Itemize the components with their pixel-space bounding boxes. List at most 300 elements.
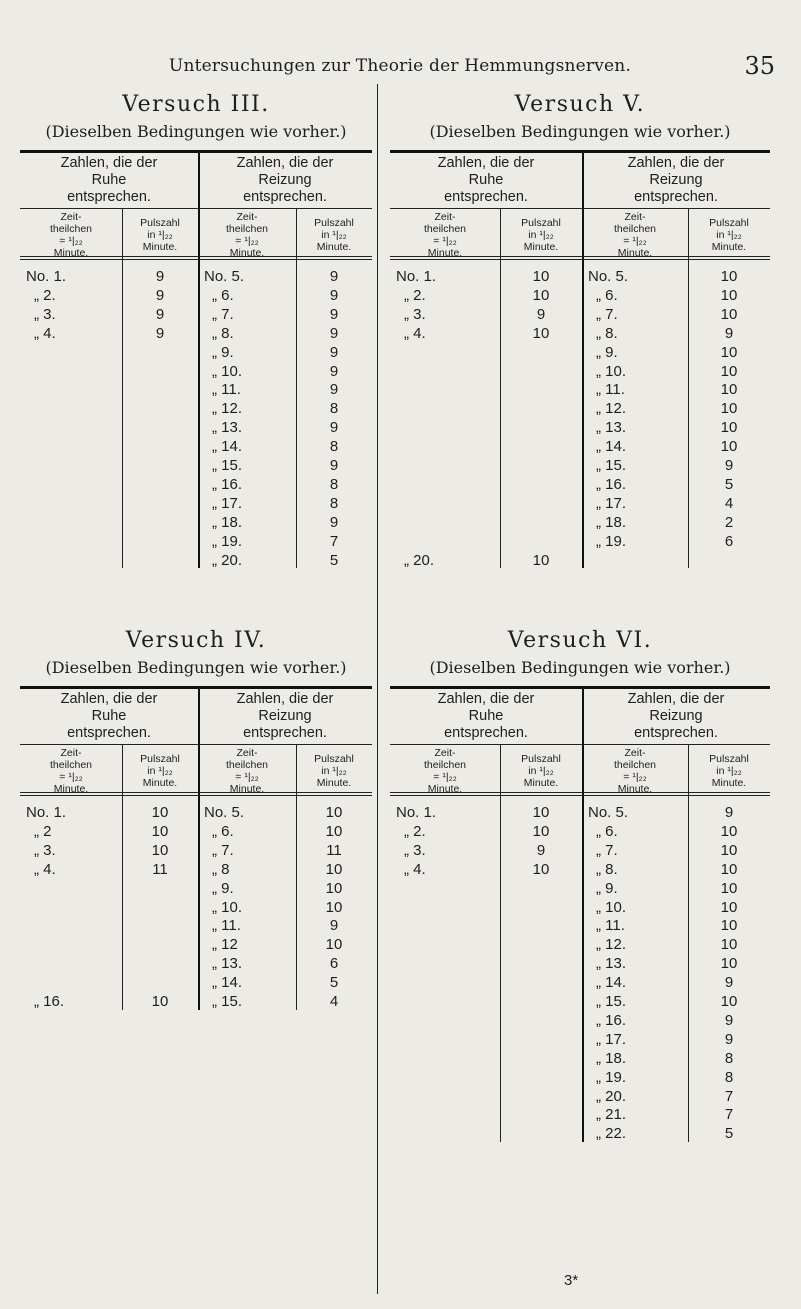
table-row xyxy=(390,268,770,287)
time-segment-label: „ 12 xyxy=(212,936,238,954)
pulse-count: 9 xyxy=(536,305,546,323)
pulse-count: 10 xyxy=(720,362,738,380)
table-row xyxy=(20,861,372,880)
pulse-count: 10 xyxy=(720,822,738,840)
table-row xyxy=(390,993,770,1012)
pulse-count: 9 xyxy=(329,917,339,935)
data-table xyxy=(20,686,372,1010)
table-subheader-rule-2 xyxy=(20,795,372,796)
table-row xyxy=(390,1125,770,1144)
pulse-count: 9 xyxy=(155,286,165,304)
column-header-line: Pulszahl xyxy=(709,753,749,765)
group-header-line: entsprechen. xyxy=(634,189,718,205)
column-header-line: = ¹|₂₂ xyxy=(235,235,259,247)
pulse-count: 5 xyxy=(329,551,339,569)
time-segment-label: „ 9. xyxy=(596,879,618,897)
table-row xyxy=(20,936,372,955)
pulse-count: 9 xyxy=(329,286,339,304)
table-row xyxy=(20,495,372,514)
table-top-rule xyxy=(20,150,372,153)
pulse-count: 10 xyxy=(720,419,738,437)
group-header-line: Ruhe xyxy=(91,708,127,724)
time-segment-label: „ 10. xyxy=(212,898,243,916)
pulse-count: 10 xyxy=(532,324,550,342)
column-header-line: Zeit- xyxy=(434,211,456,223)
column-header-line: Minute. xyxy=(316,241,352,253)
time-segment-label: No. 5. xyxy=(588,804,629,821)
column-header-puls xyxy=(500,753,582,789)
table-row xyxy=(20,842,372,861)
time-segment-label: „ 14. xyxy=(596,974,627,992)
table-row xyxy=(390,1050,770,1069)
group-header-line: Reizung xyxy=(649,708,703,724)
column-header-line: = ¹|₂₂ xyxy=(623,771,647,783)
column-header-line: Minute. xyxy=(523,777,559,789)
table-row xyxy=(390,514,770,533)
pulse-count: 10 xyxy=(151,841,169,859)
pulse-count: 10 xyxy=(325,879,343,897)
pulse-count: 10 xyxy=(325,822,343,840)
pulse-count: 7 xyxy=(724,1106,734,1124)
table-row xyxy=(20,400,372,419)
group-header-ruhe xyxy=(20,155,198,206)
table-row xyxy=(390,1069,770,1088)
group-header-line: Zahlen, die der xyxy=(236,155,334,171)
column-header-line: Minute. xyxy=(53,783,89,795)
pulse-count: 9 xyxy=(724,804,734,821)
column-header-line: Zeit- xyxy=(60,747,82,759)
table-row xyxy=(390,344,770,363)
table-row xyxy=(20,438,372,457)
table-row xyxy=(20,306,372,325)
experiment-block xyxy=(390,92,770,569)
time-segment-label: „ 13. xyxy=(212,419,243,437)
column-header-zeit xyxy=(20,211,122,259)
pulse-count: 10 xyxy=(720,936,738,954)
pulse-count: 9 xyxy=(329,381,339,399)
time-segment-label: „ 7. xyxy=(212,841,234,859)
table-row xyxy=(20,804,372,823)
time-segment-label: „ 18. xyxy=(596,513,627,531)
signature-mark: 3* xyxy=(564,1272,579,1289)
column-header-line: theilchen xyxy=(49,759,93,771)
time-segment-label: No. 5. xyxy=(588,268,629,285)
table-row xyxy=(20,381,372,400)
time-segment-label: „ 2 xyxy=(34,822,52,840)
experiment-subtitle: (Dieselben Bedingungen wie vorher.) xyxy=(45,122,347,141)
time-segment-label: „ 15. xyxy=(212,993,243,1010)
pulse-count: 10 xyxy=(532,551,550,569)
time-segment-label: „ 18. xyxy=(212,513,243,531)
pulse-count: 9 xyxy=(329,343,339,361)
pulse-count: 10 xyxy=(151,804,169,821)
table-row xyxy=(390,899,770,918)
column-header-puls xyxy=(122,217,198,253)
column-header-line: theilchen xyxy=(613,223,657,235)
time-segment-label: „ 11. xyxy=(596,381,625,399)
time-segment-label: „ 10. xyxy=(596,898,627,916)
pulse-count: 9 xyxy=(329,268,339,285)
pulse-count: 4 xyxy=(724,494,734,512)
table-row xyxy=(390,419,770,438)
group-header-line: Reizung xyxy=(258,708,312,724)
table-row xyxy=(390,457,770,476)
pulse-count: 9 xyxy=(724,1011,734,1029)
table-row xyxy=(390,381,770,400)
time-segment-label: „ 16. xyxy=(596,475,627,493)
pulse-count: 10 xyxy=(720,381,738,399)
pulse-count: 9 xyxy=(329,513,339,531)
running-title: Untersuchungen zur Theorie der Hemmungsnerven. xyxy=(168,56,632,76)
time-segment-label: „ 8 xyxy=(212,860,230,878)
experiment-title: Versuch VI. xyxy=(507,628,653,653)
table-row xyxy=(20,457,372,476)
column-header-line: Minute. xyxy=(711,777,747,789)
column-header-line: Pulszahl xyxy=(709,217,749,229)
table-row xyxy=(390,823,770,842)
time-segment-label: „ 12. xyxy=(596,936,627,954)
group-header-line: entsprechen. xyxy=(444,189,528,205)
time-segment-label: „ 7. xyxy=(596,841,618,859)
table-row xyxy=(390,1031,770,1050)
pulse-count: 10 xyxy=(720,917,738,935)
column-header-zeit xyxy=(198,211,296,259)
table-row xyxy=(20,552,372,571)
column-header-line: Pulszahl xyxy=(140,217,180,229)
group-header-line: entsprechen. xyxy=(243,725,327,741)
column-header-puls xyxy=(500,217,582,253)
column-header-line: Minute. xyxy=(229,247,265,259)
table-subheader-rule-2 xyxy=(390,795,770,796)
column-header-line: Zeit- xyxy=(236,211,258,223)
table-row xyxy=(390,1106,770,1125)
column-header-line: = ¹|₂₂ xyxy=(59,771,83,783)
pulse-count: 10 xyxy=(720,343,738,361)
time-segment-label: „ 13. xyxy=(596,955,627,973)
group-header-line: Reizung xyxy=(258,172,312,188)
pulse-count: 9 xyxy=(724,324,734,342)
column-header-zeit xyxy=(390,747,500,795)
pulse-count: 9 xyxy=(724,974,734,992)
pulse-count: 11 xyxy=(152,860,168,878)
table-row xyxy=(390,861,770,880)
group-header-line: entsprechen. xyxy=(634,725,718,741)
pulse-count: 9 xyxy=(724,1030,734,1048)
time-segment-label: „ 10. xyxy=(596,362,627,380)
experiment-title: Versuch III. xyxy=(122,92,270,117)
table-row xyxy=(20,363,372,382)
column-header-line: theilchen xyxy=(49,223,93,235)
table-row xyxy=(20,880,372,899)
pulse-count: 9 xyxy=(329,305,339,323)
column-header-line: Minute. xyxy=(427,783,463,795)
pulse-count: 10 xyxy=(720,841,738,859)
time-segment-label: „ 19. xyxy=(212,532,243,550)
pulse-count: 9 xyxy=(536,841,546,859)
table-row xyxy=(390,438,770,457)
column-header-line: in ¹|₂₂ xyxy=(147,765,173,777)
table-row xyxy=(20,899,372,918)
pulse-count: 9 xyxy=(155,268,165,285)
time-segment-label: „ 13. xyxy=(212,955,243,973)
column-header-line: = ¹|₂₂ xyxy=(433,235,457,247)
table-row xyxy=(20,955,372,974)
time-segment-label: „ 6. xyxy=(212,822,234,840)
time-segment-label: „ 8. xyxy=(212,324,234,342)
group-header-line: entsprechen. xyxy=(67,725,151,741)
table-subheader-rule-2 xyxy=(20,259,372,260)
time-segment-label: „ 16. xyxy=(34,993,65,1010)
pulse-count: 9 xyxy=(724,457,734,474)
pulse-count: 8 xyxy=(329,400,339,418)
pulse-count: 2 xyxy=(724,513,734,531)
column-header-line: in ¹|₂₂ xyxy=(716,765,742,777)
column-header-line: Pulszahl xyxy=(314,753,354,765)
experiment-title: Versuch V. xyxy=(514,92,646,117)
column-header-line: Minute. xyxy=(711,241,747,253)
time-segment-label: „ 15. xyxy=(212,457,243,474)
pulse-count: 10 xyxy=(151,822,169,840)
column-divider xyxy=(377,84,378,1294)
column-header-line: Minute. xyxy=(316,777,352,789)
column-header-zeit xyxy=(582,747,688,795)
data-table xyxy=(20,150,372,568)
time-segment-label: „ 7. xyxy=(212,305,234,323)
column-header-line: in ¹|₂₂ xyxy=(147,229,173,241)
time-segment-label: „ 9. xyxy=(212,879,234,897)
table-top-rule xyxy=(390,150,770,153)
column-header-puls xyxy=(296,217,372,253)
column-header-line: Minute. xyxy=(617,247,653,259)
table-row xyxy=(20,917,372,936)
group-header-line: Zahlen, die der xyxy=(437,155,535,171)
table-row xyxy=(390,1088,770,1107)
table-top-rule xyxy=(390,686,770,689)
table-row xyxy=(390,306,770,325)
pulse-count: 10 xyxy=(325,860,343,878)
pulse-count: 8 xyxy=(329,475,339,493)
time-segment-label: „ 20. xyxy=(404,551,435,569)
time-segment-label: „ 16. xyxy=(596,1011,627,1029)
column-header-zeit xyxy=(20,747,122,795)
pulse-count: 9 xyxy=(329,324,339,342)
time-segment-label: „ 11. xyxy=(596,917,625,935)
experiment-subtitle: (Dieselben Bedingungen wie vorher.) xyxy=(45,658,347,677)
column-header-puls xyxy=(688,753,770,789)
time-segment-label: „ 17. xyxy=(596,494,627,512)
column-header-line: in ¹|₂₂ xyxy=(528,765,554,777)
pulse-count: 7 xyxy=(724,1087,734,1105)
column-header-line: in ¹|₂₂ xyxy=(528,229,554,241)
running-head xyxy=(0,52,801,82)
time-segment-label: „ 9. xyxy=(596,343,618,361)
group-header-reizung xyxy=(198,691,372,742)
time-segment-label: No. 5. xyxy=(204,268,245,285)
table-row xyxy=(390,533,770,552)
time-segment-label: „ 13. xyxy=(596,419,627,437)
time-segment-label: „ 10. xyxy=(212,362,243,380)
column-header-line: theilchen xyxy=(225,759,269,771)
group-header-line: Zahlen, die der xyxy=(437,691,535,707)
table-row xyxy=(390,880,770,899)
pulse-count: 8 xyxy=(724,1068,734,1086)
table-row xyxy=(20,344,372,363)
column-header-line: theilchen xyxy=(423,759,467,771)
table-row xyxy=(390,287,770,306)
experiment-block xyxy=(20,628,372,1010)
experiment-subtitle: (Dieselben Bedingungen wie vorher.) xyxy=(429,658,731,677)
column-header-zeit xyxy=(582,211,688,259)
table-row xyxy=(20,287,372,306)
pulse-count: 9 xyxy=(155,305,165,323)
table-row xyxy=(20,476,372,495)
time-segment-label: „ 3. xyxy=(404,841,426,859)
pulse-count: 10 xyxy=(532,860,550,878)
table-row xyxy=(20,823,372,842)
data-table xyxy=(390,150,770,568)
table-row xyxy=(390,1012,770,1031)
time-segment-label: „ 6. xyxy=(596,286,618,304)
column-header-line: = ¹|₂₂ xyxy=(433,771,457,783)
column-header-line: Pulszahl xyxy=(521,753,561,765)
column-header-puls xyxy=(296,753,372,789)
time-segment-label: „ 6. xyxy=(212,286,234,304)
group-header-reizung xyxy=(582,155,770,206)
table-row xyxy=(390,476,770,495)
table-subheader-rule-2 xyxy=(390,259,770,260)
column-header-line: = ¹|₂₂ xyxy=(623,235,647,247)
time-segment-label: „ 20. xyxy=(212,551,243,569)
table-row xyxy=(390,363,770,382)
time-segment-label: „ 4. xyxy=(404,860,426,878)
time-segment-label: „ 11. xyxy=(212,381,241,399)
experiment-title: Versuch IV. xyxy=(125,628,267,653)
table-row xyxy=(20,325,372,344)
time-segment-label: „ 16. xyxy=(212,475,243,493)
pulse-count: 8 xyxy=(329,438,339,456)
experiment-block xyxy=(390,628,770,1143)
time-segment-label: „ 3. xyxy=(404,305,426,323)
table-row xyxy=(20,974,372,993)
time-segment-label: „ 14. xyxy=(596,438,627,456)
table-row xyxy=(390,936,770,955)
table-row xyxy=(390,400,770,419)
pulse-count: 10 xyxy=(532,822,550,840)
pulse-count: 6 xyxy=(329,955,339,973)
time-segment-label: „ 6. xyxy=(596,822,618,840)
time-segment-label: No. 1. xyxy=(396,804,437,821)
time-segment-label: „ 19. xyxy=(596,1068,627,1086)
pulse-count: 5 xyxy=(724,1125,734,1143)
group-header-ruhe xyxy=(390,691,582,742)
column-header-line: Zeit- xyxy=(236,747,258,759)
pulse-count: 10 xyxy=(720,993,738,1010)
pulse-count: 8 xyxy=(329,494,339,512)
column-header-line: Minute. xyxy=(523,241,559,253)
group-header-reizung xyxy=(582,691,770,742)
column-header-line: Minute. xyxy=(142,777,178,789)
column-header-puls xyxy=(688,217,770,253)
time-segment-label: „ 22. xyxy=(596,1125,627,1143)
time-segment-label: „ 4. xyxy=(404,324,426,342)
pulse-count: 10 xyxy=(151,993,169,1010)
group-header-line: Ruhe xyxy=(468,708,504,724)
data-table xyxy=(390,686,770,1142)
pulse-count: 5 xyxy=(329,974,339,992)
group-header-line: entsprechen. xyxy=(243,189,327,205)
column-header-line: Pulszahl xyxy=(314,217,354,229)
column-header-line: Zeit- xyxy=(434,747,456,759)
pulse-count: 10 xyxy=(720,955,738,973)
pulse-count: 10 xyxy=(532,286,550,304)
pulse-count: 10 xyxy=(720,286,738,304)
pulse-count: 6 xyxy=(724,532,734,550)
group-header-line: Ruhe xyxy=(91,172,127,188)
time-segment-label: „ 18. xyxy=(596,1049,627,1067)
column-header-line: in ¹|₂₂ xyxy=(321,765,347,777)
table-header-rule xyxy=(20,208,372,209)
time-segment-label: „ 17. xyxy=(596,1030,627,1048)
pulse-count: 9 xyxy=(329,457,339,474)
group-header-reizung xyxy=(198,155,372,206)
table-row xyxy=(390,495,770,514)
column-header-line: in ¹|₂₂ xyxy=(716,229,742,241)
time-segment-label: „ 8. xyxy=(596,860,618,878)
table-header-rule xyxy=(390,744,770,745)
table-row xyxy=(20,993,372,1012)
pulse-count: 10 xyxy=(720,898,738,916)
column-header-line: Zeit- xyxy=(624,747,646,759)
time-segment-label: „ 15. xyxy=(596,457,627,474)
time-segment-label: „ 19. xyxy=(596,532,627,550)
group-header-ruhe xyxy=(20,691,198,742)
time-segment-label: „ 4. xyxy=(34,324,56,342)
experiment-block xyxy=(20,92,372,569)
pulse-count: 7 xyxy=(329,532,339,550)
column-header-puls xyxy=(122,753,198,789)
time-segment-label: „ 7. xyxy=(596,305,618,323)
column-header-line: Zeit- xyxy=(60,211,82,223)
pulse-count: 10 xyxy=(325,936,343,954)
table-row xyxy=(20,533,372,552)
pulse-count: 9 xyxy=(329,362,339,380)
pulse-count: 9 xyxy=(329,419,339,437)
group-header-line: Zahlen, die der xyxy=(60,691,158,707)
time-segment-label: „ 14. xyxy=(212,438,243,456)
column-header-line: theilchen xyxy=(613,759,657,771)
column-header-line: Pulszahl xyxy=(140,753,180,765)
time-segment-label: No. 1. xyxy=(26,804,67,821)
time-segment-label: „ 4. xyxy=(34,860,56,878)
group-header-line: Reizung xyxy=(649,172,703,188)
pulse-count: 4 xyxy=(329,993,339,1010)
table-row xyxy=(390,917,770,936)
table-row xyxy=(390,552,770,571)
time-segment-label: „ 20. xyxy=(596,1087,627,1105)
group-header-line: Zahlen, die der xyxy=(627,691,725,707)
pulse-count: 10 xyxy=(720,860,738,878)
pulse-count: 11 xyxy=(326,841,342,859)
pulse-count: 10 xyxy=(720,400,738,418)
pulse-count: 10 xyxy=(325,804,343,821)
column-header-line: Minute. xyxy=(53,247,89,259)
column-header-line: = ¹|₂₂ xyxy=(59,235,83,247)
time-segment-label: „ 15. xyxy=(596,993,627,1010)
pulse-count: 10 xyxy=(532,268,550,285)
pulse-count: 10 xyxy=(720,268,738,285)
time-segment-label: No. 5. xyxy=(204,804,245,821)
column-header-line: theilchen xyxy=(423,223,467,235)
